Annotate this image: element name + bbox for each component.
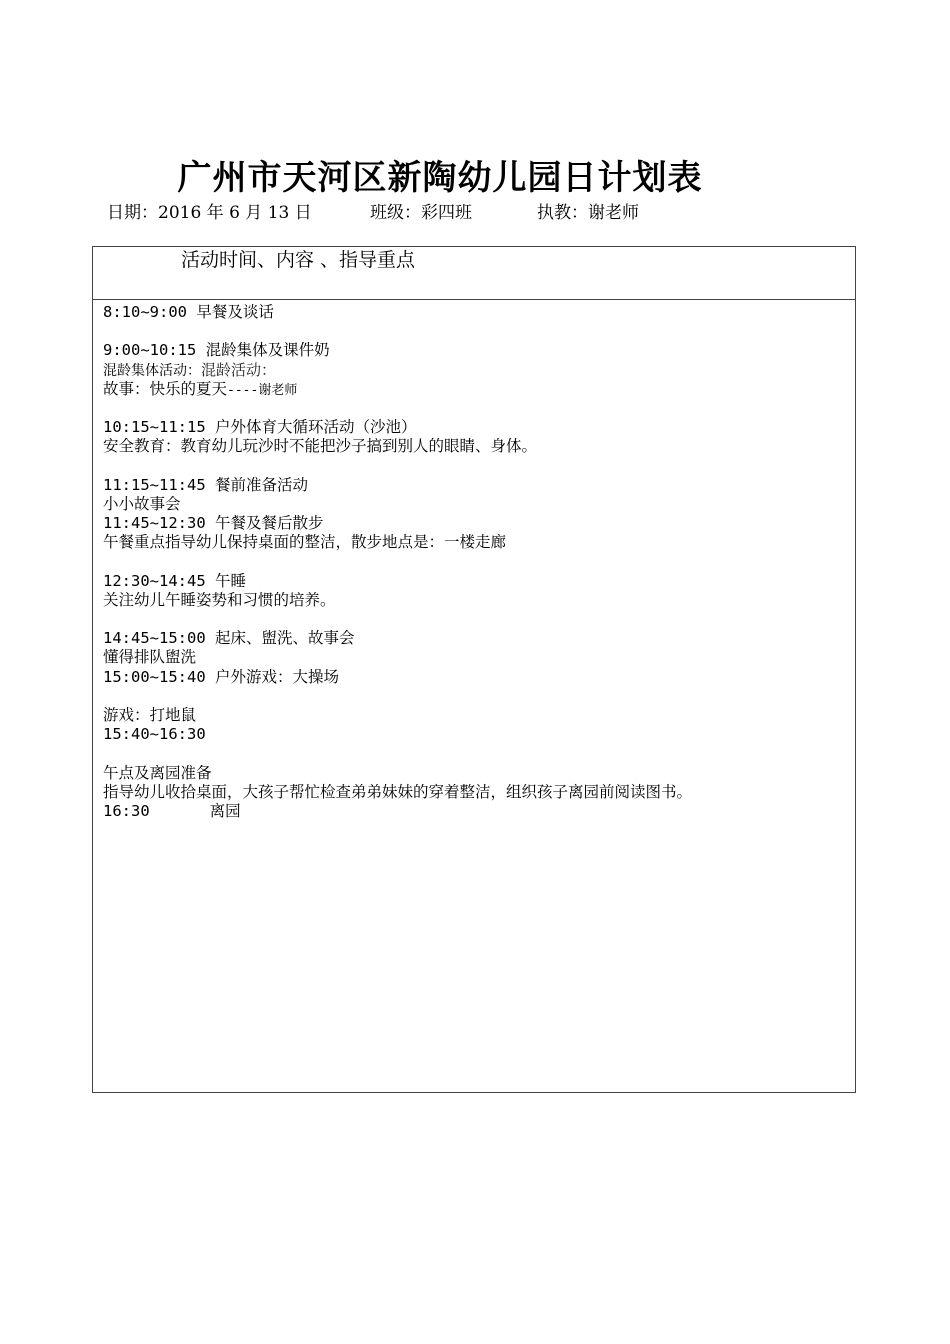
schedule-line: 9:00~10:15 混龄集体及课件奶 [103, 341, 330, 360]
schedule-text: 混龄集体活动： [103, 362, 201, 379]
table-body [93, 300, 855, 821]
date-label: 日期：2016 年 6 月 13 日 [107, 203, 312, 223]
schedule-line: 小小故事会 [103, 494, 181, 513]
schedule-line [103, 361, 845, 380]
schedule-line: 10:15~11:15 户外体育大循环活动（沙池） [103, 418, 417, 437]
schedule-line: 懂得排队盥洗 [103, 648, 197, 667]
teacher-label: 执教：谢老师 [537, 203, 639, 223]
schedule-line: 12:30~14:45 午睡 [103, 571, 246, 590]
schedule-line [103, 380, 845, 399]
schedule-line: 15:00~15:40 户外游戏：大操场 [103, 667, 339, 686]
schedule-line: 11:45~12:30 午餐及餐后散步 [103, 514, 324, 533]
schedule-line: 游戏：打地鼠 [103, 705, 197, 724]
schedule-line: 15:40~16:30 [103, 725, 206, 744]
schedule-line: 8:10~9:00 早餐及谈话 [103, 303, 274, 321]
schedule-line: 14:45~15:00 起床、盥洗、故事会 [103, 629, 355, 648]
schedule-line: 11:15~11:45 餐前准备活动 [103, 475, 308, 494]
schedule-text: 混龄活动： [201, 360, 277, 379]
class-label: 班级：彩四班 [370, 203, 472, 223]
schedule-line: 安全教育：教育幼儿玩沙时不能把沙子搞到别人的眼睛、身体。 [103, 437, 538, 456]
page-title: 广州市天河区新陶幼儿园日计划表 [177, 158, 703, 198]
schedule-line [103, 802, 845, 821]
schedule-line: 午点及离园准备 [103, 763, 212, 782]
schedule-line: 关注幼儿午睡姿势和习惯的培养。 [103, 590, 336, 609]
table-header: 活动时间、内容 、指导重点 [93, 247, 855, 300]
schedule-text: ----谢老师 [227, 382, 298, 398]
schedule-line: 午餐重点指导幼儿保持桌面的整洁，散步地点是：一楼走廊 [103, 533, 507, 552]
plan-table [92, 246, 856, 1093]
schedule-text: 故事：快乐的夏天 [103, 379, 228, 398]
schedule-line: 指导幼儿收拾桌面，大孩子帮忙检查弟弟妹妹的穿着整洁，组织孩子离园前阅读图书。 [103, 782, 693, 801]
schedule-text: 离园 [209, 801, 241, 820]
schedule-text: 16:30 [103, 801, 150, 820]
